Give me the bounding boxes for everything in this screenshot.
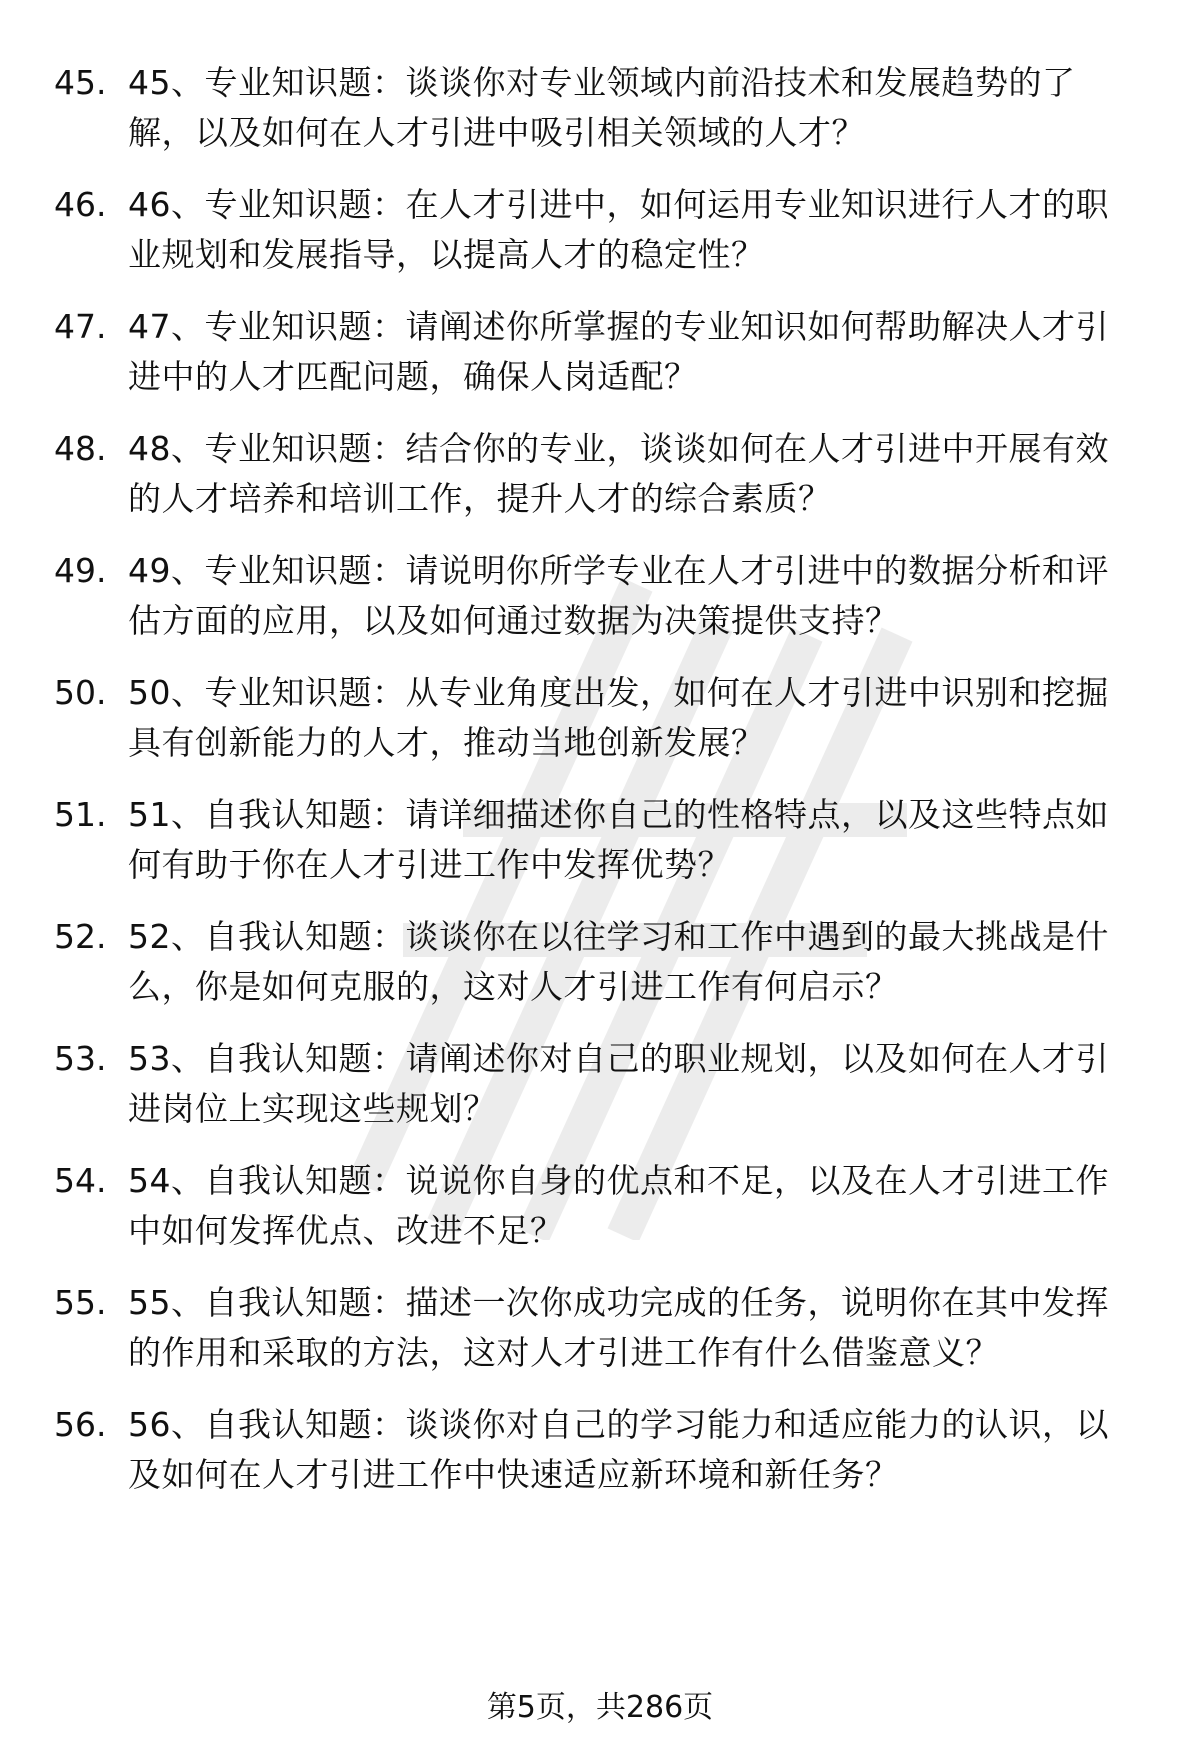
question-text: 46、专业知识题：在人才引进中，如何运用专业知识进行人才的职业规划和发展指导，以提高人才的稳定性？ bbox=[128, 185, 1109, 274]
item-number: 52. bbox=[54, 917, 107, 956]
item-number: 45. bbox=[54, 63, 107, 102]
list-item bbox=[54, 1400, 1154, 1522]
item-number: 55. bbox=[54, 1283, 107, 1322]
question-text: 51、自我认知题：请详细描述你自己的性格特点，以及这些特点如何有助于你在人才引进工作中发挥优势？ bbox=[128, 795, 1109, 884]
question-text: 47、专业知识题：请阐述你所掌握的专业知识如何帮助解决人才引进中的人才匹配问题，确保人岗适配？ bbox=[128, 307, 1109, 396]
question-text: 53、自我认知题：请阐述你对自己的职业规划，以及如何在人才引进岗位上实现这些规划？ bbox=[128, 1039, 1109, 1128]
question-text: 54、自我认知题：说说你自身的优点和不足，以及在人才引进工作中如何发挥优点、改进不足？ bbox=[128, 1161, 1109, 1250]
item-number: 50. bbox=[54, 673, 107, 712]
list-item bbox=[54, 546, 1154, 668]
question-text: 48、专业知识题：结合你的专业，谈谈如何在人才引进中开展有效的人才培养和培训工作，提升人才的综合素质？ bbox=[128, 429, 1109, 518]
item-number: 54. bbox=[54, 1161, 107, 1200]
question-text: 45、专业知识题：谈谈你对专业领域内前沿技术和发展趋势的了解，以及如何在人才引进中吸引相关领域的人才？ bbox=[128, 63, 1076, 152]
question-text: 55、自我认知题：描述一次你成功完成的任务，说明你在其中发挥的作用和采取的方法，这对人才引进工作有什么借鉴意义？ bbox=[128, 1283, 1109, 1372]
list-item bbox=[54, 912, 1154, 1034]
item-number: 56. bbox=[54, 1405, 107, 1444]
item-number: 48. bbox=[54, 429, 107, 468]
list-item bbox=[54, 58, 1154, 180]
list-item bbox=[54, 424, 1154, 546]
question-text: 49、专业知识题：请说明你所学专业在人才引进中的数据分析和评估方面的应用，以及如何通过数据为决策提供支持？ bbox=[128, 551, 1109, 640]
item-number: 51. bbox=[54, 795, 107, 834]
list-item bbox=[54, 180, 1154, 302]
item-number: 47. bbox=[54, 307, 107, 346]
question-text: 56、自我认知题：谈谈你对自己的学习能力和适应能力的认识，以及如何在人才引进工作中快速适应新环境和新任务？ bbox=[128, 1405, 1109, 1494]
item-number: 49. bbox=[54, 551, 107, 590]
list-item bbox=[54, 302, 1154, 424]
item-number: 46. bbox=[54, 185, 107, 224]
list-item bbox=[54, 1156, 1154, 1278]
list-item bbox=[54, 1278, 1154, 1400]
question-list bbox=[54, 58, 1154, 1522]
item-number: 53. bbox=[54, 1039, 107, 1078]
list-item bbox=[54, 1034, 1154, 1156]
question-text: 50、专业知识题：从专业角度出发，如何在人才引进中识别和挖掘具有创新能力的人才，推动当地创新发展？ bbox=[128, 673, 1109, 762]
page-number: 第5页，共286页 bbox=[486, 1690, 714, 1725]
list-item bbox=[54, 790, 1154, 912]
list-item bbox=[54, 668, 1154, 790]
question-text: 52、自我认知题：谈谈你在以往学习和工作中遇到的最大挑战是什么，你是如何克服的，这对人才引进工作有何启示？ bbox=[128, 917, 1109, 1006]
